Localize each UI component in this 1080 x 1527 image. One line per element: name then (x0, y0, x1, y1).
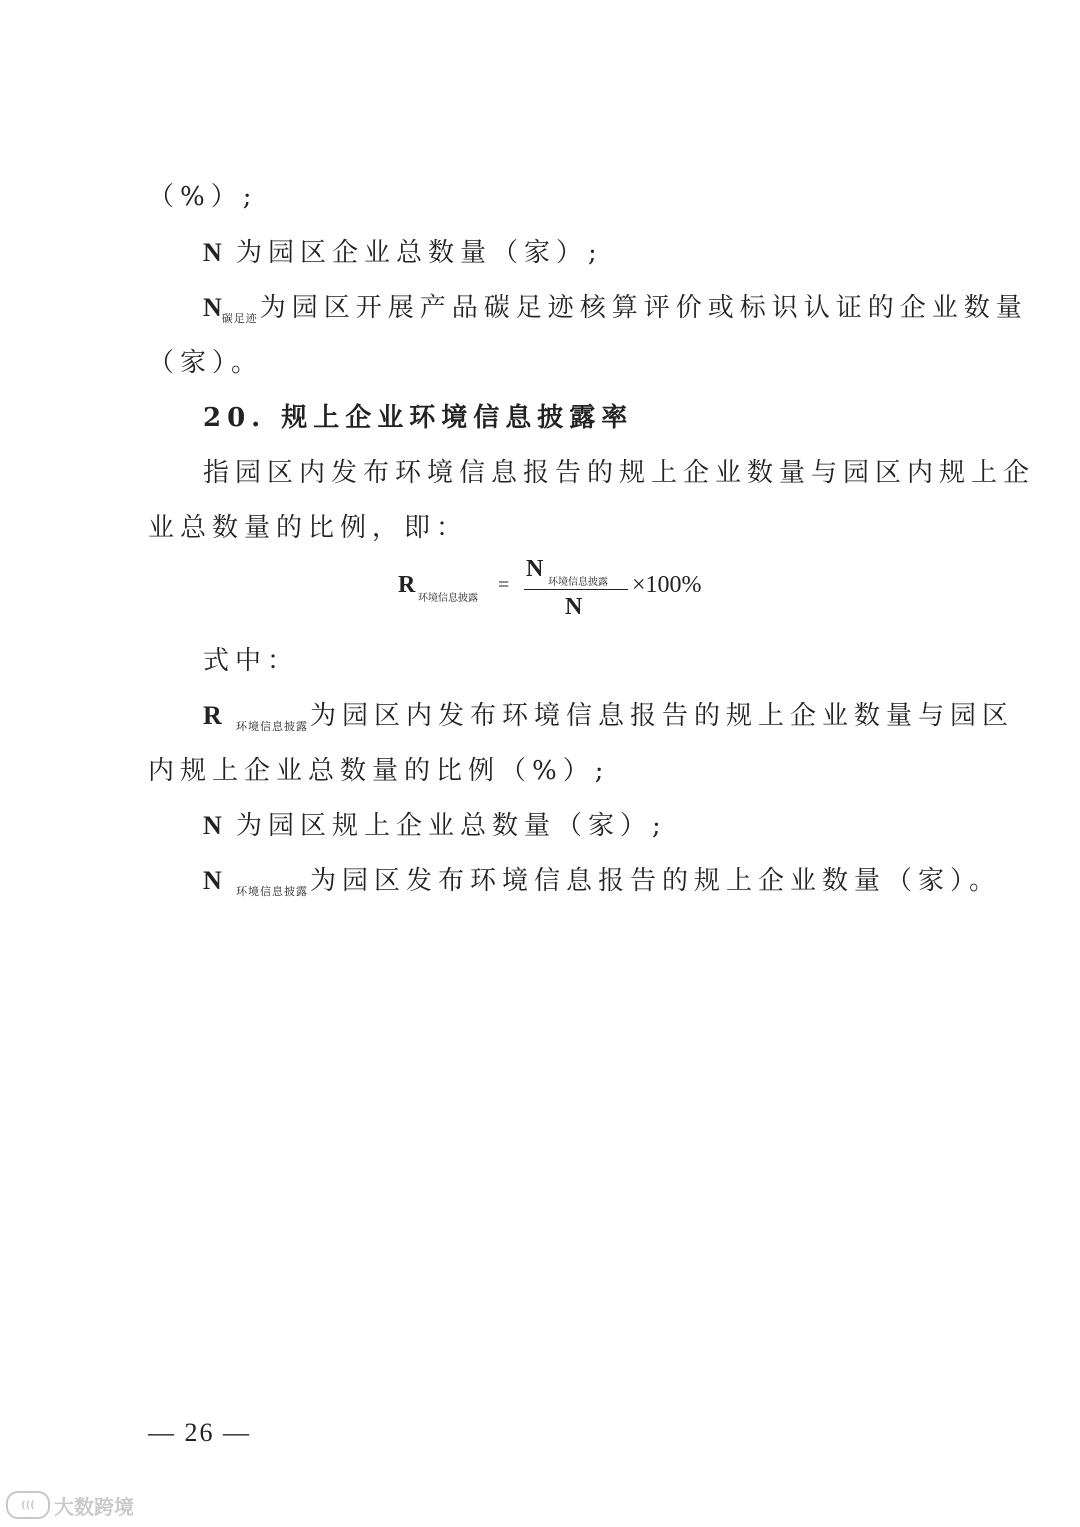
unit-line-jia: （家）。 (148, 348, 264, 378)
definition-r-text-2: 内规上企业总数量的比例（%）; (148, 756, 610, 786)
watermark-text: 大数跨境 (54, 1494, 134, 1519)
section-heading: 20. 规上企业环境信息披露率 (203, 403, 634, 433)
formula (398, 556, 728, 626)
watermark-logo-icon: ((( (6, 1491, 50, 1519)
var-n-disclosure-subscript: 环境信息披露 (236, 885, 309, 898)
page-number: — 26 — (148, 1418, 251, 1447)
definition-n-disclosure (203, 864, 1001, 909)
var-n-carbon: N (203, 293, 222, 322)
formula-lhs-subscript: 环境信息披露 (418, 593, 478, 604)
fraction-bar (524, 589, 628, 590)
var-n-disclosure: N (203, 866, 222, 895)
formula-multiplier: ×100% (632, 572, 702, 598)
formula-numerator: N (526, 556, 544, 582)
definition-n-carbon (203, 291, 1028, 336)
watermark (6, 1490, 134, 1520)
definition-n-text: 为园区企业总数量（家）; (236, 238, 603, 268)
definition-n-disclosure-text: 为园区发布环境信息报告的规上企业数量（家）。 (310, 866, 1002, 896)
definition-r (203, 699, 1014, 744)
definition-r-text: 为园区内发布环境信息报告的规上企业数量与园区 (310, 701, 1015, 731)
var-n: N (203, 238, 222, 267)
formula-equals: = (498, 574, 510, 596)
formula-numerator-subscript: 环境信息披露 (548, 577, 608, 588)
definition-n-total (203, 809, 667, 843)
var-n-total: N (203, 811, 222, 840)
var-n-carbon-subscript: 碳足迹 (221, 312, 258, 325)
paragraph-line-2: 业总数量的比例，即： (148, 513, 469, 543)
var-r: R (203, 701, 222, 730)
var-r-subscript: 环境信息披露 (236, 720, 309, 733)
definition-n (203, 236, 603, 270)
paragraph-line-1: 指园区内发布环境信息报告的规上企业数量与园区内规上企 (203, 458, 1036, 488)
definition-n-total-text: 为园区规上企业总数量（家）; (236, 811, 667, 841)
definition-n-carbon-text: 为园区开展产品碳足迹核算评价或标识认证的企业数量 (259, 293, 1028, 323)
unit-line-percent: （%）; (148, 182, 258, 212)
shizhong-label: 式中： (203, 646, 300, 676)
formula-lhs: R (398, 572, 416, 598)
formula-denominator: N (565, 594, 583, 620)
